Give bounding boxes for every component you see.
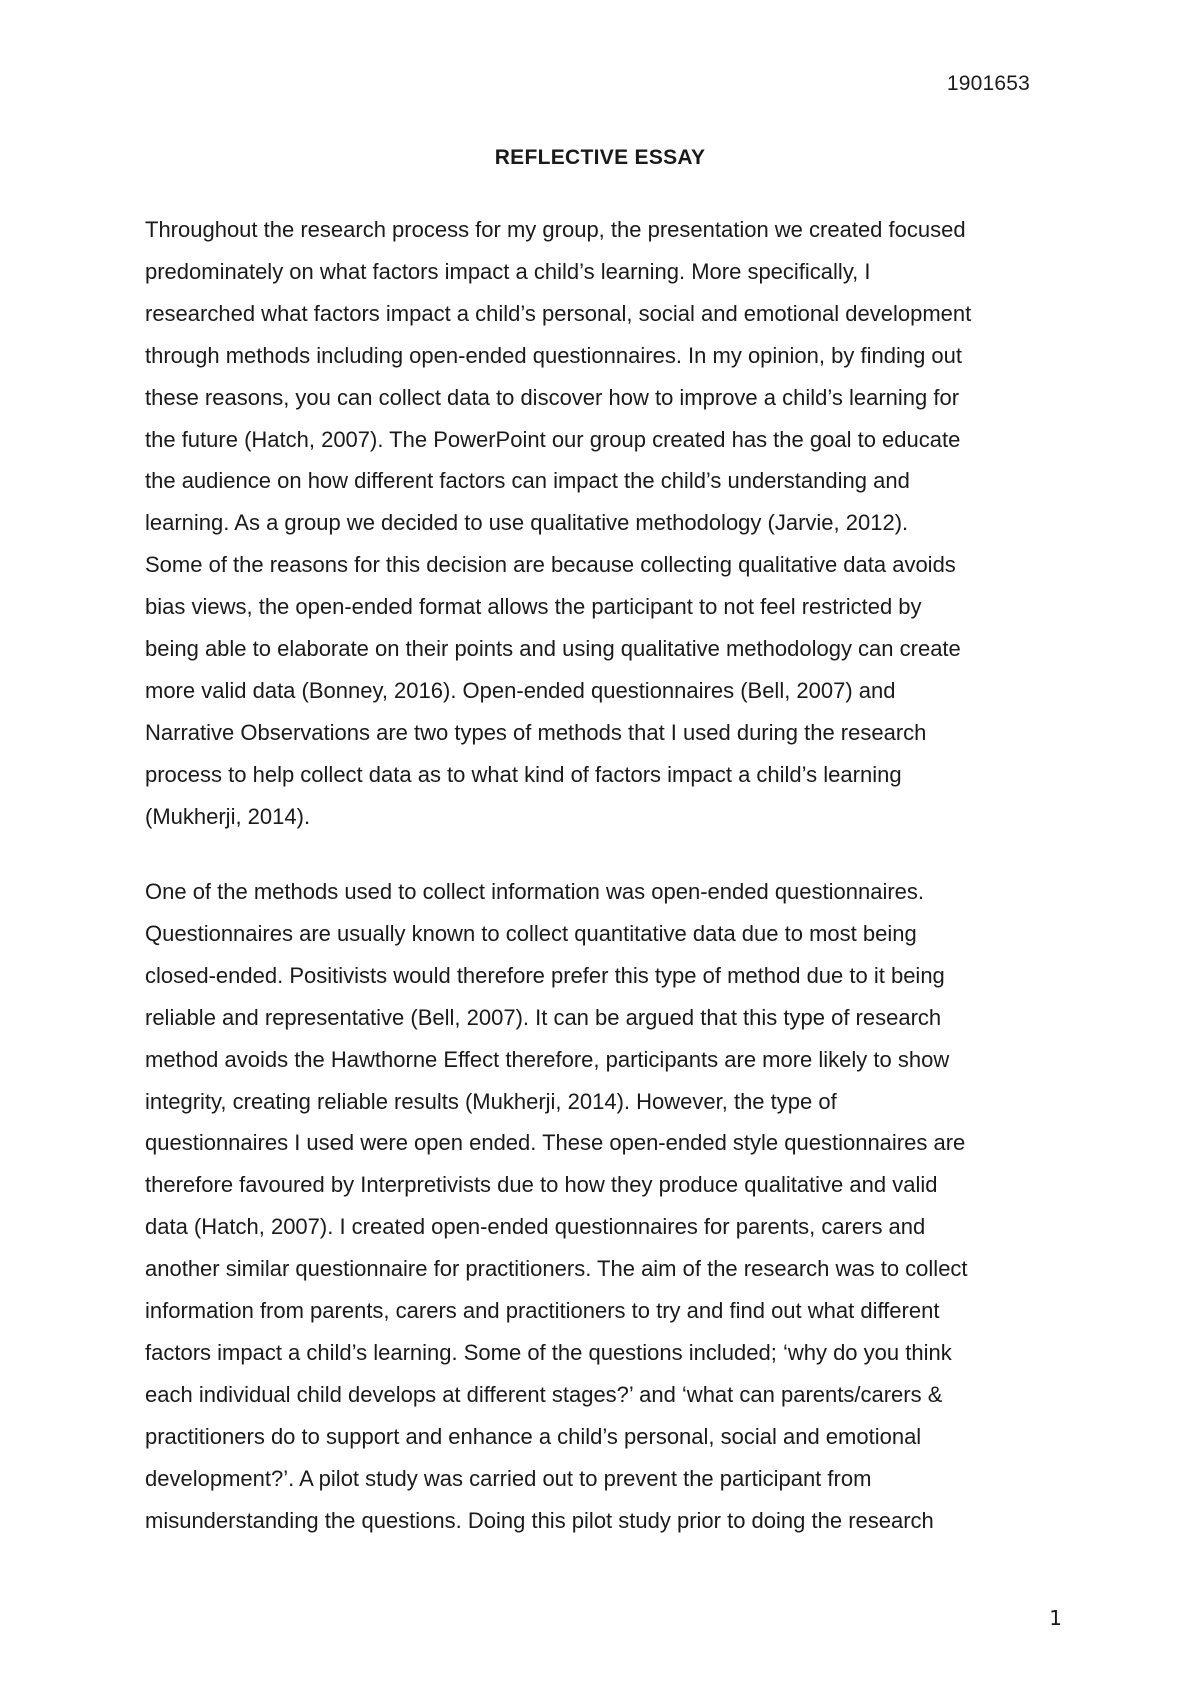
student-id: 1901653 (946, 72, 1030, 95)
text-line: practitioners do to support and enhance a child’s personal, social and emotional (145, 1423, 922, 1449)
text-line: Questionnaires are usually known to collect quantitative data due to most being (145, 920, 917, 946)
text-line: process to help collect data as to what kind of factors impact a child’s learning (145, 761, 902, 787)
text-line: One of the methods used to collect information was open-ended questionnaires. (145, 879, 925, 904)
text-line: development?’. A pilot study was carried out to prevent the participant from (145, 1465, 872, 1491)
text-line: Narrative Observations are two types of methods that I used during the research (145, 719, 927, 745)
text-line: misunderstanding the questions. Doing this pilot study prior to doing the research (145, 1507, 934, 1533)
text-line: more valid data (Bonney, 2016). Open-ended questionnaires (Bell, 2007) and (145, 677, 896, 703)
text-line: learning. As a group we decided to use qualitative methodology (Jarvie, 2012). (145, 510, 909, 536)
paragraph-2 (145, 871, 1065, 1542)
text-line: the audience on how different factors can impact the child’s understanding and (145, 468, 910, 494)
page-number: 1 (1049, 1606, 1062, 1630)
text-line: Some of the reasons for this decision are because collecting qualitative data avoids (145, 552, 956, 578)
text-line: (Mukherji, 2014). (145, 803, 311, 829)
text-line: predominately on what factors impact a child’s learning. More specifically, I (145, 258, 871, 284)
text-line: researched what factors impact a child’s personal, social and emotional development (145, 300, 972, 326)
text-line: Throughout the research process for my group, the presentation we created focused (145, 217, 966, 242)
text-line: factors impact a child’s learning. Some of the questions included; ‘why do you think (145, 1339, 952, 1365)
text-line: the future (Hatch, 2007). The PowerPoint our group created has the goal to educate (145, 426, 961, 452)
text-line: information from parents, carers and practitioners to try and find out what different (145, 1298, 940, 1324)
text-line: each individual child develops at different stages?’ and ‘what can parents/carers & (145, 1381, 943, 1407)
paragraph-1 (145, 209, 1065, 838)
text-line: these reasons, you can collect data to discover how to improve a child’s learning for (145, 384, 960, 410)
text-line: data (Hatch, 2007). I created open-ended questionnaires for parents, carers and (145, 1214, 926, 1240)
text-line: reliable and representative (Bell, 2007). It can be argued that this type of research (145, 1004, 942, 1030)
text-line: method avoids the Hawthorne Effect therefore, participants are more likely to show (145, 1046, 950, 1072)
text-line: bias views, the open-ended format allows the participant to not feel restricted by (145, 594, 922, 620)
text-line: another similar questionnaire for practitioners. The aim of the research was to collect (145, 1256, 968, 1282)
text-line: therefore favoured by Interpretivists due to how they produce qualitative and valid (145, 1172, 938, 1198)
essay-title: REFLECTIVE ESSAY (494, 146, 706, 169)
text-line: closed-ended. Positivists would therefore prefer this type of method due to it being (145, 962, 945, 988)
text-line: questionnaires I used were open ended. These open-ended style questionnaires are (145, 1130, 966, 1156)
text-line: integrity, creating reliable results (Mukherji, 2014). However, the type of (145, 1088, 837, 1114)
text-line: being able to elaborate on their points and using qualitative methodology can create (145, 636, 961, 662)
text-line: through methods including open-ended questionnaires. In my opinion, by finding out (145, 342, 962, 368)
